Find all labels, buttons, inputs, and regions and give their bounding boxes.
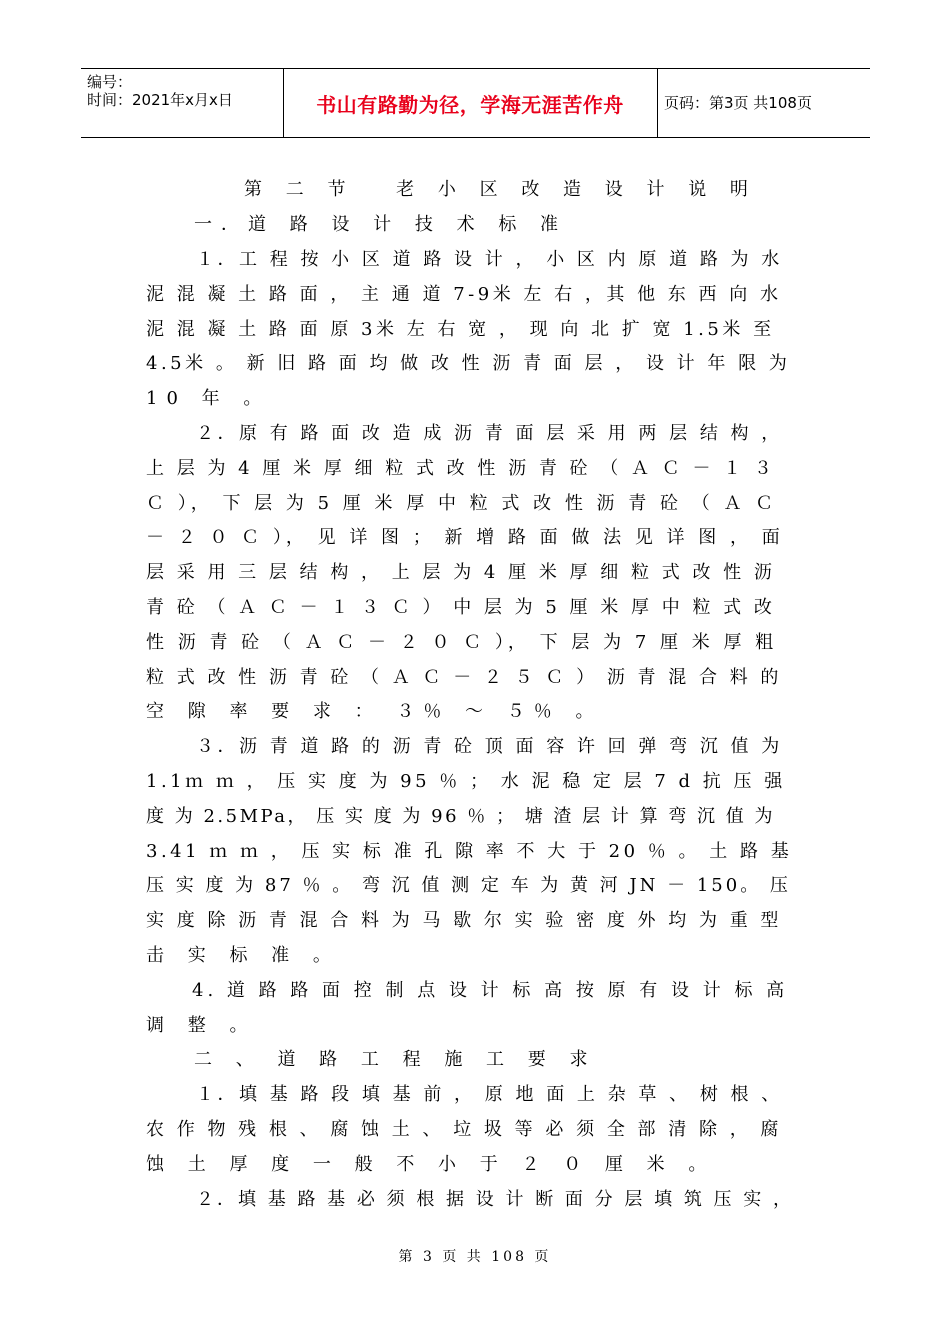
header-page-cell [657,69,871,137]
header-page-label: 页码：第3页 共108页 [664,94,812,112]
paragraph-line: 泥 混 凝 土 路 面 原 3米 左 右 宽 ， 现 向 北 扩 宽 1.5米 至 [146,319,775,340]
document-date-label: 时间：2021年x月x日 [87,91,233,109]
paragraph-line: 空 隙 率 要 求 ： ３％ ～ ５％ 。 [146,701,603,722]
paragraph-line: 10 年 。 [146,388,271,409]
paragraph-line: Ｃ ）， 下 层 为 5 厘 米 厚 中 粒 式 改 性 沥 青 砼 （ Ａ Ｃ [146,493,778,514]
page-title: 第 二 节 老 小 区 改 造 设 计 说 明 [244,179,757,200]
section1-heading: 一．道 路 设 计 技 术 标 准 [194,214,568,235]
paragraph-line: ２．原 有 路 面 改 造 成 沥 青 面 层 采 用 两 层 结 构 ， [196,423,783,444]
paragraph-line: 调 整 。 [146,1015,257,1036]
paragraph-line: 4.5米 。 新 旧 路 面 均 做 改 性 沥 青 面 层 ， 设 计 年 限 为 [146,353,791,374]
paragraph-line: 3.41 ｍ ｍ ， 压 实 标 准 孔 隙 率 不 大 于 20 ％ 。 土 路 基 [146,841,793,862]
paragraph-line: 上 层 为 4 厘 米 厚 细 粒 式 改 性 沥 青 砼 （ Ａ Ｃ － １ ３ [146,458,776,479]
paragraph-line: － ２ ０ Ｃ ）， 见 详 图 ； 新 增 路 面 做 法 见 详 图 ， 面 [146,527,784,548]
paragraph-line: 度 为 2.5MPa， 压 实 度 为 96 ％ ； 塘 渣 层 计 算 弯 沉 值 为 [146,806,775,827]
paragraph-line: 4. 道 路 路 面 控 制 点 设 计 标 高 按 原 有 设 计 标 高 [192,980,789,1001]
paragraph-line: 实 度 除 沥 青 混 合 料 为 马 歇 尔 实 验 密 度 外 均 为 重 型 [146,910,782,931]
paragraph-line: 农 作 物 残 根 、 腐 蚀 土 、 垃 圾 等 必 须 全 部 清 除 ， 腐 [146,1119,782,1140]
paragraph-line: 泥 混 凝 土 路 面 ， 主 通 道 7-9米 左 右 ，其 他 东 西 向 水 [146,284,782,305]
paragraph-line: １．填 基 路 段 填 基 前 ， 原 地 面 上 杂 草 、 树 根 、 [196,1084,783,1105]
paragraph-line: 层 采 用 三 层 结 构 ， 上 层 为 4 厘 米 厚 细 粒 式 改 性 沥 [146,562,776,583]
paragraph-line: ２．填 基 路 基 必 须 根 据 设 计 断 面 分 层 填 筑 压 实 ， [196,1189,794,1210]
document-number-label: 编号： [87,73,133,91]
page-header [81,68,870,138]
header-info-cell [81,69,284,137]
paragraph-line: 击 实 标 准 。 [146,945,340,966]
paragraph-line: ３．沥 青 道 路 的 沥 青 砼 顶 面 容 许 回 弹 弯 沉 值 为 [196,736,783,757]
paragraph-line: １．工 程 按 小 区 道 路 设 计 ， 小 区 内 原 道 路 为 水 [196,249,783,270]
section2-heading: 二 、 道 路 工 程 施 工 要 求 [194,1049,597,1070]
paragraph-line: 蚀 土 厚 度 一 般 不 小 于 ２ ０ 厘 米 。 [146,1154,716,1175]
paragraph-line: 1.1ｍ ｍ ， 压 实 度 为 95 ％ ； 水 泥 稳 定 层 7 d 抗 压 强 [146,771,786,792]
header-motto: 书山有路勤为径，学海无涯苦作舟 [316,92,624,117]
page-footer: 第 3 页 共 108 页 [398,1249,552,1265]
header-motto-cell [283,69,657,137]
paragraph-line: 压 实 度 为 87 ％ 。 弯 沉 值 测 定 车 为 黄 河 JN － 150。 压 [146,875,791,896]
paragraph-line: 青 砼 （ Ａ Ｃ － １ ３ Ｃ ） 中 层 为 5 厘 米 厚 中 粒 式 改 [146,597,776,618]
paragraph-line: 性 沥 青 砼 （ Ａ Ｃ － ２ ０ Ｃ ）， 下 层 为 7 厘 米 厚 粗 [146,632,778,653]
paragraph-line: 粒 式 改 性 沥 青 砼 （ Ａ Ｃ － ２ ５ Ｃ ） 沥 青 混 合 料 的 [146,667,782,688]
